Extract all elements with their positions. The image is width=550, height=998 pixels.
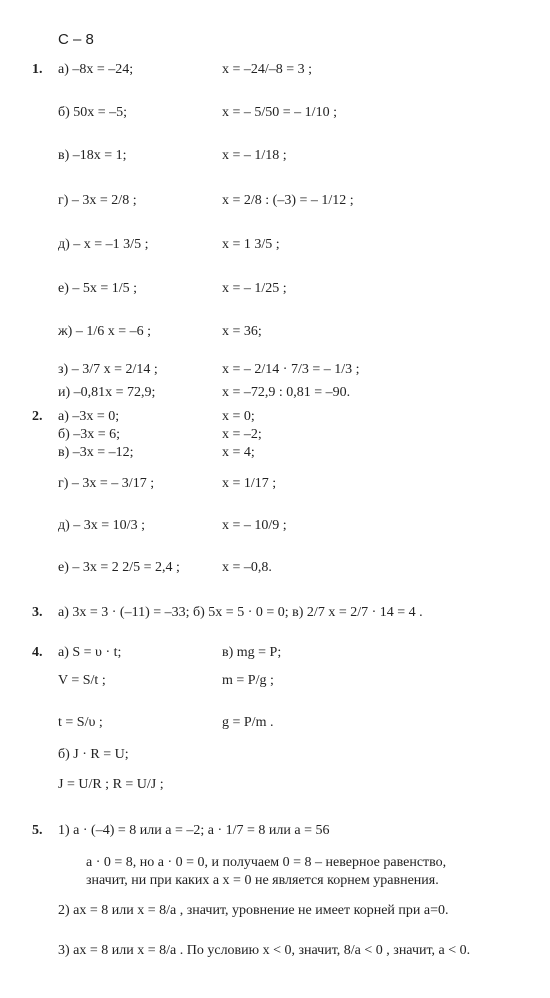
exercise-number: 2.	[32, 409, 43, 424]
formula: J = U/R ; R = U/J ;	[58, 777, 164, 792]
equation: и) –0,81x = 72,9;	[58, 385, 156, 400]
exercise-number: 4.	[32, 645, 43, 660]
formula: б) J · R = U;	[58, 747, 129, 762]
page-title: С – 8	[58, 31, 94, 48]
solution-line: a · 0 = 8, но a · 0 = 0, и получаем 0 = 8 – неверное равенство,	[86, 855, 447, 870]
formula: g = P/m .	[222, 715, 274, 730]
equation: е) – 5x = 1/5 ;	[58, 281, 138, 296]
solution: x = 2/8 : (–3) = – 1/12 ;	[222, 193, 354, 208]
solution: x = 1 3/5 ;	[222, 237, 280, 252]
equation: а) –3x = 0;	[58, 409, 120, 424]
solution-line: 2) ax = 8 или x = 8/a , значит, уровнение не имеет корней при a=0.	[58, 903, 449, 918]
equation: г) – 3x = 2/8 ;	[58, 193, 137, 208]
equation: д) – 3x = 10/3 ;	[58, 518, 145, 533]
formula: а) S = υ · t;	[58, 645, 122, 660]
equation: г) – 3x = – 3/17 ;	[58, 476, 155, 491]
equation: з) – 3/7 x = 2/14 ;	[58, 362, 158, 377]
solution-line: 1) a · (–4) = 8 или a = –2; a · 1/7 = 8 или a = 56	[58, 823, 330, 838]
solution: x = 36;	[222, 324, 262, 339]
exercise-text: а) 3x = 3 · (–11) = –33; б) 5x = 5 · 0 = 0; в) 2/7 x = 2/7 · 14 = 4 .	[58, 605, 423, 620]
equation: б) –3x = 6;	[58, 427, 121, 442]
formula: t = S/υ ;	[58, 715, 103, 730]
solution: x = – 1/25 ;	[222, 281, 287, 296]
solution-line: 3) ax = 8 или x = 8/a . По условию x < 0, значит, 8/a < 0 , значит, a < 0.	[58, 943, 471, 958]
solution: x = 1/17 ;	[222, 476, 277, 491]
equation: е) – 3x = 2 2/5 = 2,4 ;	[58, 560, 180, 575]
solution: x = –72,9 : 0,81 = –90.	[222, 385, 351, 400]
solution: x = – 1/18 ;	[222, 148, 287, 163]
solution: x = –2;	[222, 427, 262, 442]
solution: x = 0;	[222, 409, 255, 424]
equation: б) 50x = –5;	[58, 105, 128, 120]
formula: в) mg = P;	[222, 645, 282, 660]
equation: в) –3x = –12;	[58, 445, 134, 460]
formula: V = S/t ;	[58, 673, 106, 688]
exercise-number: 5.	[32, 823, 43, 838]
equation: ж) – 1/6 x = –6 ;	[58, 324, 152, 339]
solution: x = –24/–8 = 3 ;	[222, 62, 313, 77]
solution: x = – 2/14 · 7/3 = – 1/3 ;	[222, 362, 360, 377]
solution: x = –0,8.	[222, 560, 272, 575]
solution-line: значит, ни при каких a x = 0 не является корнем уравнения.	[86, 873, 439, 888]
exercise-number: 3.	[32, 605, 43, 620]
equation: в) –18x = 1;	[58, 148, 127, 163]
solution: x = 4;	[222, 445, 255, 460]
equation: а) –8x = –24;	[58, 62, 134, 77]
equation: д) – x = –1 3/5 ;	[58, 237, 149, 252]
solution: x = – 5/50 = – 1/10 ;	[222, 105, 337, 120]
exercise-number: 1.	[32, 62, 43, 77]
formula: m = P/g ;	[222, 673, 274, 688]
solution: x = – 10/9 ;	[222, 518, 287, 533]
